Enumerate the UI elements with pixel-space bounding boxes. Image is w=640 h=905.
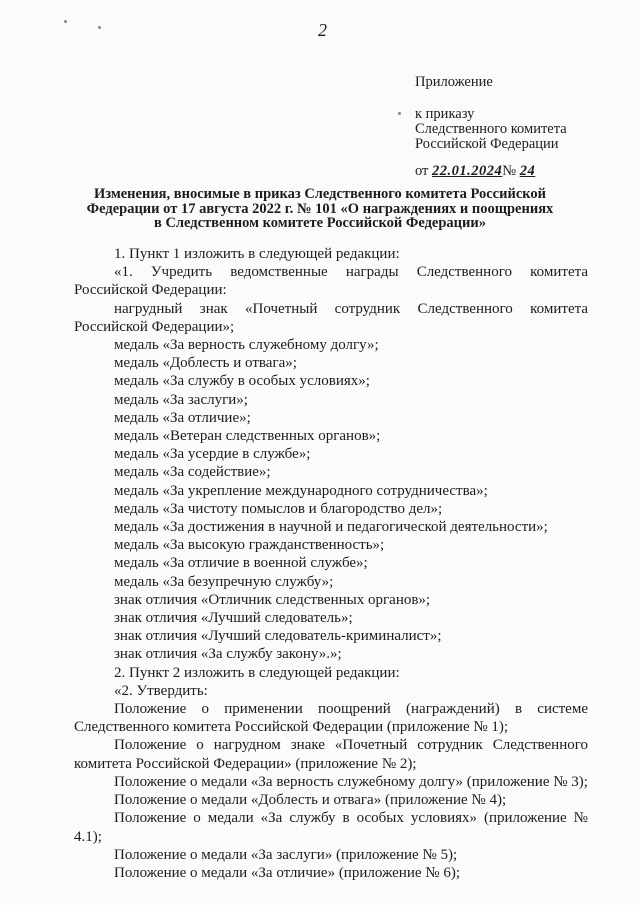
handwritten-date: 22.01.2024: [432, 163, 503, 179]
award-item: знак отличия «Лучший следователь-криминалист»;: [114, 628, 442, 645]
award-item: медаль «За достижения в научной и педагогической деятельности»;: [114, 519, 548, 536]
page-number: 2: [318, 20, 327, 40]
appendix-title: Приложение: [415, 74, 493, 90]
award-item: медаль «За верность служебному долгу»;: [114, 337, 379, 354]
handwritten-number: 24: [519, 163, 536, 179]
award-item: медаль «За укрепление международного сотрудничества»;: [114, 482, 488, 499]
award-item: медаль «За безупречную службу»;: [114, 573, 334, 590]
award-item: медаль «За высокую гражданственность»;: [114, 537, 385, 554]
paragraph-establish: «1. Учредить ведомственные награды Следственного комитета Российской Федерации:: [74, 264, 588, 299]
scan-speck: [398, 112, 401, 115]
regulation-item: Положение о нагрудном знаке «Почетный сотрудник Следственного комитета Российской Федерации» (приложение № 2);: [74, 737, 588, 772]
title-line-2: Федерации от 17 августа 2022 г. № 101 «О награждениях и поощрениях: [86, 200, 554, 217]
regulation-item: Положение о применении поощрений (награждений) в системе Следственного комитета Российской Федерации (приложение № 1);: [74, 701, 588, 736]
appendix-to-order: к приказу: [415, 106, 475, 122]
paragraph-item-2: 2. Пункт 2 изложить в следующей редакции:: [114, 664, 400, 681]
from-prefix: от: [415, 163, 429, 179]
scan-speck: [64, 20, 67, 23]
regulation-item: Положение о медали «За отличие» (приложение № 6);: [114, 864, 460, 881]
regulation-item: Положение о медали «За верность служебному долгу» (приложение № 3);: [114, 773, 588, 790]
award-item: знак отличия «Лучший следователь»;: [114, 610, 353, 627]
regulation-item: Положение о медали «За заслуги» (приложение № 5);: [114, 846, 458, 863]
regulation-item: Положение о медали «За службу в особых условиях» (приложение № 4.1);: [74, 810, 588, 845]
order-date-line: [415, 164, 567, 179]
award-item: медаль «За усердие в службе»;: [114, 446, 311, 463]
award-item: медаль «Ветеран следственных органов»;: [114, 428, 381, 445]
scan-speck: [98, 26, 101, 29]
award-item: медаль «Доблесть и отвага»;: [114, 355, 297, 372]
award-item: знак отличия «Отличник следственных органов»;: [114, 591, 431, 608]
appendix-committee-line2: Российской Федерации: [415, 136, 559, 152]
regulation-item: Положение о медали «Доблесть и отвага» (приложение № 4);: [114, 792, 507, 809]
award-item: медаль «За заслуги»;: [114, 391, 248, 408]
appendix-block: [415, 75, 567, 179]
award-item: медаль «За службу в особых условиях»;: [114, 373, 370, 390]
document-title: [60, 187, 580, 231]
award-item: медаль «За содействие»;: [114, 464, 271, 481]
title-line-3: в Следственном комитете Российской Федерации»: [153, 215, 486, 231]
number-prefix: №: [502, 163, 517, 179]
appendix-committee-line1: Следственного комитета: [415, 121, 567, 137]
title-line-1: Изменения, вносимые в приказ Следственного комитета Российской: [93, 186, 547, 202]
award-item: медаль «За отличие в военной службе»;: [114, 555, 368, 572]
award-item: медаль «За отличие»;: [114, 409, 251, 426]
paragraph-item-1: 1. Пункт 1 изложить в следующей редакции:: [114, 246, 400, 262]
document-body: [74, 245, 588, 882]
paragraph-approve: «2. Утвердить:: [114, 682, 208, 699]
award-item: знак отличия «За службу закону».»;: [114, 646, 342, 663]
award-item: медаль «За чистоту помыслов и благородство дел»;: [114, 500, 443, 517]
paragraph-badge: нагрудный знак «Почетный сотрудник Следственного комитета Российской Федерации»;: [74, 300, 588, 335]
